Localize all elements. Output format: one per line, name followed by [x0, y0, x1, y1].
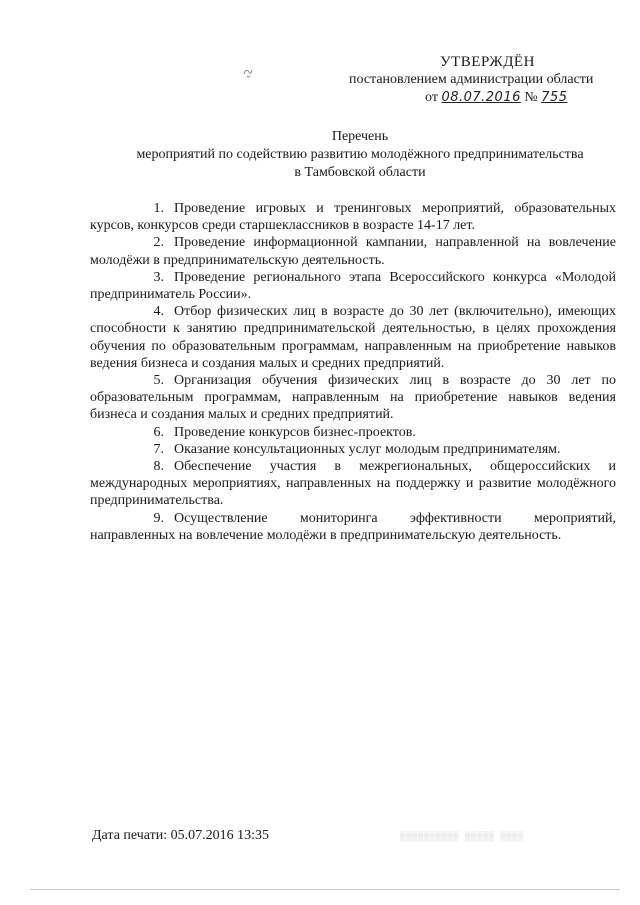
handwritten-date: 08.07.2016 [441, 90, 521, 105]
list-item [90, 372, 616, 424]
item-number: 2. [153, 235, 164, 251]
item-number: 7. [153, 441, 164, 457]
approval-date-row [425, 90, 568, 106]
item-number: 5. [153, 373, 164, 389]
list-item [90, 234, 616, 268]
document-heading [0, 128, 640, 182]
list-item [90, 441, 616, 458]
small-mark-icon [241, 66, 255, 84]
item-text: Проведение игровых и тренинговых мероприятий, образовательных курсов, конкурсов среди старшеклассников в возрасте 14-17 лет. [90, 201, 616, 234]
item-text: Организация обучения физических лиц в возрасте до 30 лет по образовательным программам, направленным на приобретение навыков ведения бизнеса и создания малых и средних предприятий. [90, 373, 616, 423]
faint-footer-mark: ▒▒▒▒▒▒▒▒▒▒ ▒▒▒▒▒ ▒▒▒▒ [400, 832, 524, 842]
list-item [90, 269, 616, 303]
item-number: 9. [153, 510, 164, 526]
list-item [90, 424, 616, 441]
item-number: 3. [153, 269, 164, 285]
item-number: 4. [153, 304, 164, 320]
item-text: Проведение конкурсов бизнес-проектов. [174, 424, 416, 440]
item-text: Отбор физических лиц в возрасте до 30 лет (включительно), имеющих способности к занятию предпринимательской деятельностью, в целях прохождения обучения по образовательным программам, направленным на приобретение навыков ведения бизнеса и создания малых и средних предприятий. [90, 304, 616, 371]
item-number: 6. [153, 424, 164, 440]
item-number: 8. [153, 459, 164, 475]
measures-list [90, 200, 616, 544]
item-text: Проведение регионального этапа Всероссийского конкурса «Молодой предприниматель России». [90, 269, 616, 303]
approval-line: постановлением администрации области [349, 72, 594, 87]
item-number: 1. [153, 201, 164, 216]
heading-line-1: Перечень [331, 129, 389, 144]
list-item [90, 200, 616, 234]
list-item [90, 458, 616, 510]
list-item [90, 303, 616, 372]
number-prefix: № [524, 90, 538, 105]
item-text: Проведение информационной кампании, направленной на вовлечение молодёжи в предпринимательскую деятельность. [90, 235, 616, 268]
handwritten-number: 755 [541, 90, 568, 105]
heading-line-3: в Тамбовской области [294, 165, 426, 180]
heading-line-2: мероприятий по содействию развитию молодёжного предпринимательства [136, 147, 584, 162]
item-text: Обеспечение участия в межрегиональных, общероссийских и международных мероприятиях, направленных на поддержку и развитие молодёжного предпринимательства. [90, 459, 616, 509]
list-item [90, 510, 616, 544]
page-bottom-rule [30, 889, 620, 890]
item-text: Осуществление мониторинга эффективности мероприятий, направленных на вовлечение молодёжи в предпринимательскую деятельность. [90, 510, 616, 543]
print-date: Дата печати: 05.07.2016 13:35 [92, 828, 270, 843]
approval-title: УТВЕРЖДЁН [440, 54, 535, 70]
item-text: Оказание консультационных услуг молодым предпринимателям. [174, 441, 561, 457]
date-prefix: от [425, 90, 438, 105]
